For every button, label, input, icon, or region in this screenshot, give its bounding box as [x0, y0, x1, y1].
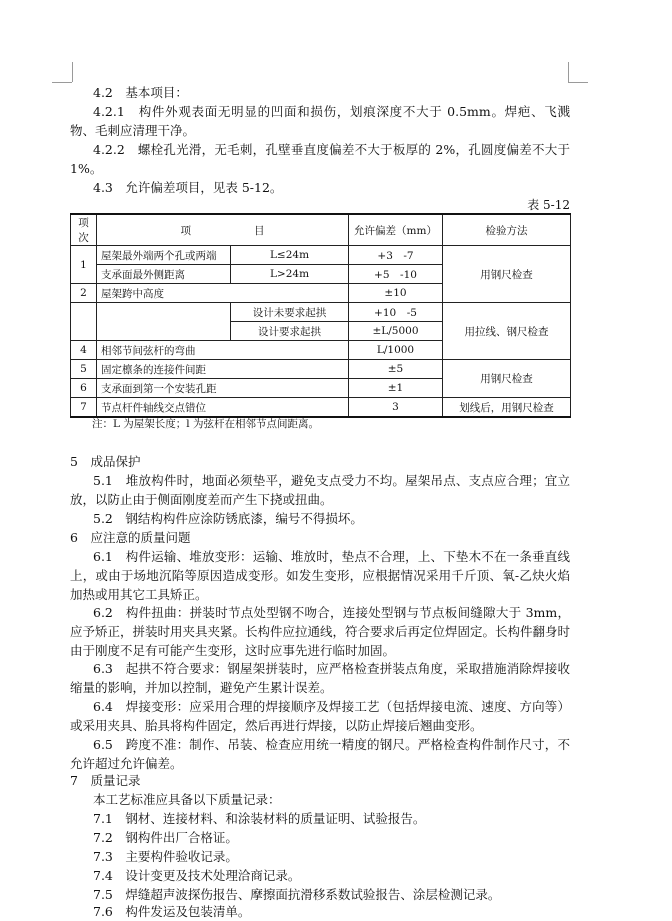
table-note: 注：L 为屋架长度；l 为弦杆在相邻节点间距离。 — [92, 418, 320, 430]
paragraph-4-2-1: 4.2.1 构件外观表面无明显的凹面和损伤，划痕深度不大于 0.5mm。焊疤、飞溅物、毛刺应清理干净。 — [70, 104, 570, 138]
paragraph-5-2: 5.2 钢结构构件应涂防锈底漆，编号不得损坏。 — [93, 511, 363, 526]
record-7-1: 7.1 钢材、连接材料、和涂装材料的质量证明、试验报告。 — [93, 811, 426, 826]
row-6-deviation: ±1 — [349, 379, 443, 398]
row-3a-condition: 设计未要求起拱 — [231, 303, 349, 322]
method-rows-3-4: 用拉线、钢尺检查 — [443, 303, 571, 360]
row-7-item: 节点杆件轴线交点错位 — [97, 398, 349, 418]
allowable-deviation-table — [70, 213, 571, 418]
row-6-no: 6 — [71, 379, 97, 398]
row-7-no: 7 — [71, 398, 97, 418]
method-row-7: 划线后，用钢尺检查 — [443, 398, 571, 418]
row-1b-condition: L>24m — [231, 265, 349, 284]
row-5-no: 5 — [71, 360, 97, 379]
row-6-item: 支承面到第一个安装孔距 — [97, 379, 349, 398]
header-deviation: 允许偏差（mm） — [349, 214, 443, 246]
row-1a-condition: L≤24m — [231, 246, 349, 265]
table-caption: 表 5-12 — [527, 198, 570, 212]
header-item-no: 项次 — [71, 214, 97, 246]
row-1-no: 1 — [71, 246, 97, 284]
paragraph-6-2: 6.2 构件扭曲：拼装时节点处型钢不吻合，连接处型钢与节点板间缝隙大于 3mm，应予矫正，拼装时用夹具夹紧。长构件应拉通线，符合要求后再定位焊固定。长构件翻身时由于刚度不足有可能产生变形，这时应事先进行临时加固。 — [70, 605, 571, 658]
row-3-no — [71, 303, 97, 341]
paragraph-4-2-2: 4.2.2 螺栓孔光滑，无毛刺，孔壁垂直度偏差不大于板厚的 2%，孔圆度偏差不大于 1%。 — [70, 142, 570, 176]
heading-5: 5 成品保护 — [70, 454, 141, 469]
crop-mark-top-left — [72, 62, 73, 82]
row-1a-deviation: +3 -7 — [349, 246, 443, 265]
row-1-item-a: 屋架最外端两个孔或两端 — [97, 246, 231, 265]
crop-mark-top-right-horizontal — [568, 82, 588, 83]
crop-mark-top-left-horizontal — [52, 82, 72, 83]
row-7-deviation: 3 — [349, 398, 443, 418]
record-7-3: 7.3 主要构件验收记录。 — [93, 849, 238, 864]
heading-6: 6 应注意的质量问题 — [70, 530, 191, 545]
paragraph-5-1: 5.1 堆放构件时，地面必须垫平，避免支点受力不均。屋架吊点、支点应合理；宜立放，以防止由于侧面刚度差而产生下挠或扭曲。 — [70, 473, 570, 507]
row-4-no: 4 — [71, 341, 97, 360]
table-header-row — [71, 214, 571, 246]
table-row — [71, 360, 571, 379]
table-row — [71, 398, 571, 418]
row-4-deviation: L/1000 — [349, 341, 443, 360]
paragraph-6-3: 6.3 起拱不符合要求：钢屋架拼装时，应严格检查拼装点角度，采取措施消除焊接收缩量的影响，并加以控制，避免产生累计误差。 — [70, 661, 570, 695]
row-2-no: 2 — [71, 284, 97, 303]
row-3b-condition: 设计要求起拱 — [231, 322, 349, 341]
heading-7: 7 质量记录 — [70, 773, 141, 788]
record-7-5: 7.5 焊缝超声波探伤报告、摩擦面抗滑移系数试验报告、涂层检测记录。 — [93, 887, 501, 902]
row-1b-deviation: +5 -10 — [349, 265, 443, 284]
paragraph-6-1: 6.1 构件运输、堆放变形：运输、堆放时，垫点不合理，上、下垫木不在一条垂直线上，或由于场地沉陷等原因造成变形。如发生变形，应根据情况采用千斤顶、氧-乙炔火焰加热或用其它工具矫正。 — [70, 549, 570, 602]
records-intro: 本工艺标准应具备以下质量记录： — [93, 792, 281, 807]
crop-mark-top-right — [568, 62, 569, 82]
row-3b-deviation: ±L/5000 — [349, 322, 443, 341]
row-2-deviation: ±10 — [349, 284, 443, 303]
row-3-item — [97, 303, 231, 341]
table-row — [71, 246, 571, 265]
heading-4-3: 4.3 允许偏差项目，见表 5-12。 — [93, 180, 283, 195]
paragraph-6-4: 6.4 焊接变形：应采用合理的焊接顺序及焊接工艺（包括焊接电流、速度、方向等）或采用夹具、胎具将构件固定，然后再进行焊接，以防止焊接后翘曲变形。 — [70, 699, 570, 733]
header-item: 项 目 — [97, 214, 349, 246]
paragraph-6-5: 6.5 跨度不准：制作、吊装、检查应用统一精度的钢尺。严格检查构件制作尺寸，不允许超过允许偏差。 — [70, 737, 570, 771]
method-rows-5-6: 用钢尺检查 — [443, 360, 571, 398]
row-1-item-b: 支承面最外侧距离 — [97, 265, 231, 284]
method-rows-1-2: 用钢尺检查 — [443, 246, 571, 303]
row-3a-deviation: +10 -5 — [349, 303, 443, 322]
row-2-item: 屋架跨中高度 — [97, 284, 349, 303]
record-7-6: 7.6 构件发运及包装清单。 — [93, 904, 251, 919]
header-method: 检验方法 — [443, 214, 571, 246]
row-5-deviation: ±5 — [349, 360, 443, 379]
row-4-item: 相邻节间弦杆的弯曲 — [97, 341, 349, 360]
record-7-2: 7.2 钢构件出厂合格证。 — [93, 830, 238, 845]
row-5-item: 固定檩条的连接件间距 — [97, 360, 349, 379]
heading-4-2: 4.2 基本项目： — [93, 85, 188, 100]
table-row — [71, 303, 571, 322]
record-7-4: 7.4 设计变更及技术处理洽商记录。 — [93, 868, 301, 883]
